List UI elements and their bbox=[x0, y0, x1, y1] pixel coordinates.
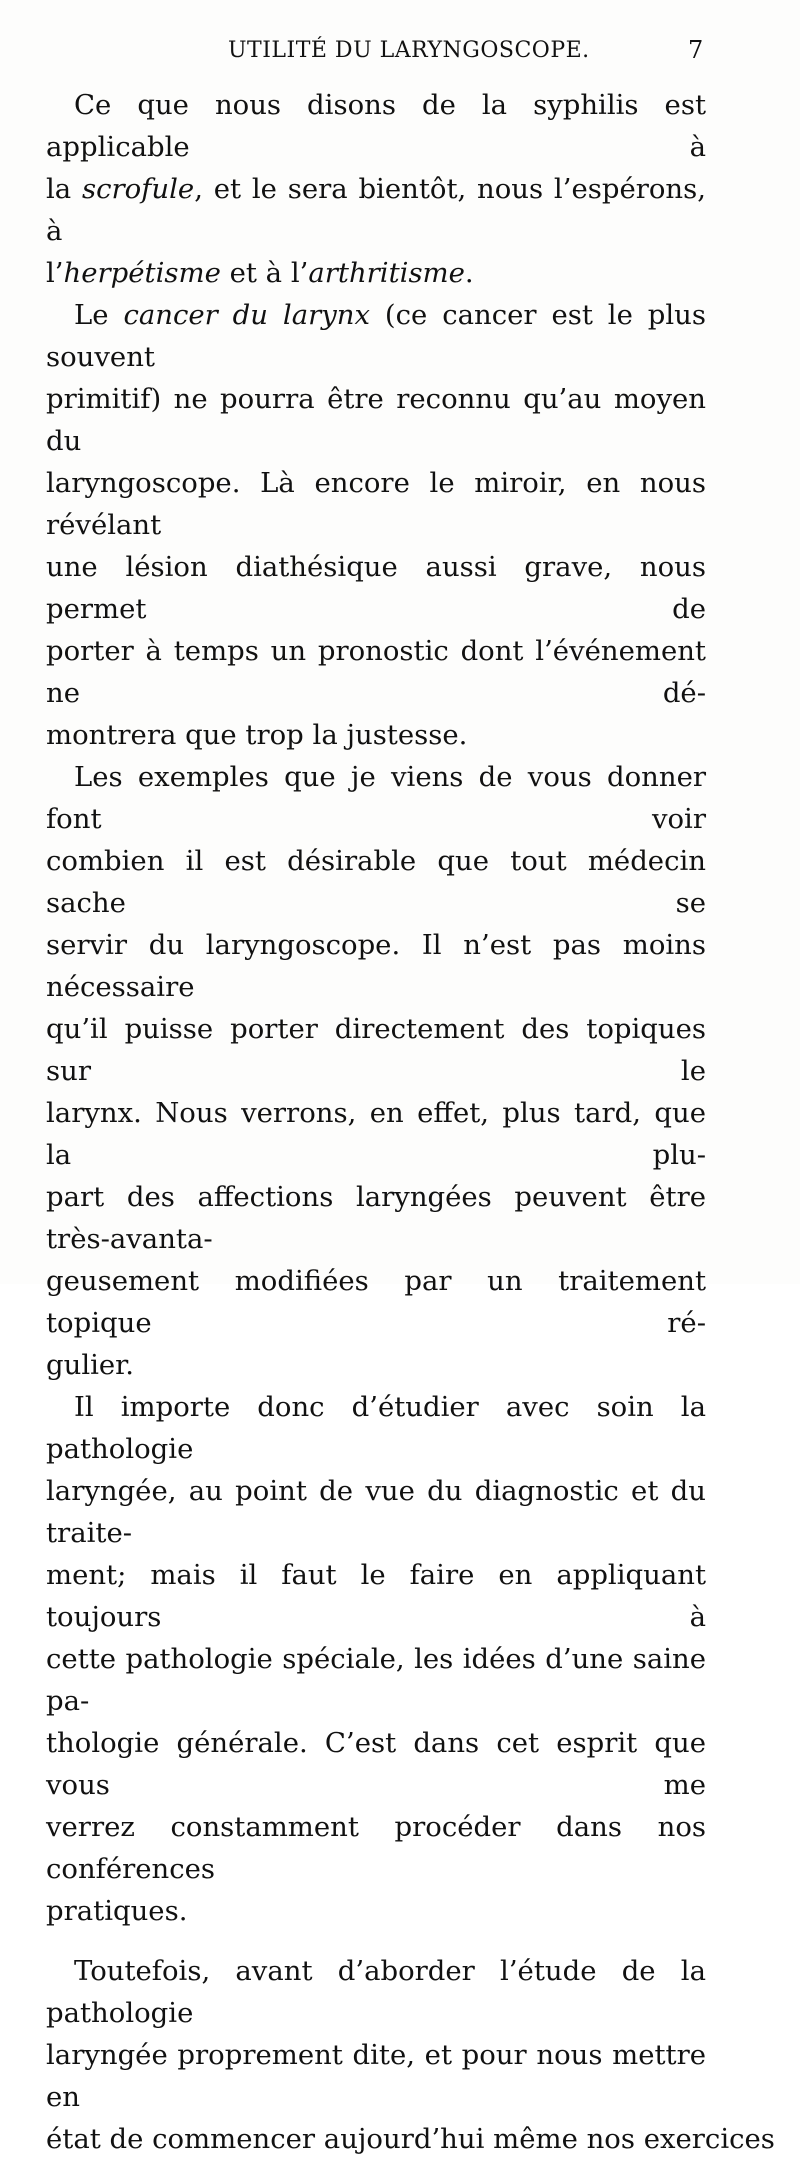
text-run: l’ bbox=[46, 257, 64, 289]
text-line bbox=[46, 1008, 706, 1092]
text-run: Toutefois, avant d’aborder l’étude de la pathologie bbox=[46, 1955, 706, 2029]
text-run: . bbox=[464, 257, 474, 289]
italic-term: herpétisme bbox=[63, 257, 221, 289]
text-run: Ce que nous disons de la syphilis est applicable à bbox=[46, 89, 706, 163]
text-run: montrera que trop la justesse. bbox=[46, 719, 468, 751]
text-line bbox=[46, 168, 706, 252]
text-run: gulier. bbox=[46, 1349, 135, 1381]
text-run: ment; mais il faut le faire en appliquant toujours à bbox=[46, 1559, 706, 1633]
text-line bbox=[46, 378, 706, 462]
text-run: Le bbox=[74, 299, 124, 331]
text-line bbox=[46, 1092, 706, 1176]
text-line bbox=[46, 2118, 775, 2160]
text-line bbox=[46, 1638, 706, 1722]
text-line bbox=[46, 2034, 706, 2118]
text-line bbox=[46, 294, 706, 378]
paragraph-1 bbox=[46, 84, 706, 294]
text-line bbox=[46, 1554, 706, 1638]
text-run: (ce cancer est le plus souvent bbox=[46, 299, 706, 373]
text-run: verrez constamment procéder dans nos conférences bbox=[46, 1811, 706, 1885]
text-run: part des affections laryngées peuvent être très-avanta- bbox=[46, 1181, 706, 1255]
running-head: UTILITÉ DU LARYNGOSCOPE. bbox=[228, 38, 590, 63]
text-run: larynx. Nous verrons, en effet, plus tard, que la plu- bbox=[46, 1097, 706, 1171]
paragraph-5 bbox=[46, 1950, 775, 2160]
text-line bbox=[46, 840, 706, 924]
text-line bbox=[46, 1260, 706, 1344]
text-line bbox=[46, 1176, 706, 1260]
text-run: cette pathologie spéciale, les idées d’une saine pa- bbox=[46, 1643, 706, 1717]
text-run: état de commencer aujourd’hui même nos exercices bbox=[46, 2123, 775, 2155]
page-header bbox=[0, 34, 800, 74]
body-text bbox=[46, 84, 775, 2160]
text-run: une lésion diathésique aussi grave, nous permet de bbox=[46, 551, 706, 625]
text-run: et à l’ bbox=[220, 257, 309, 289]
text-run: la bbox=[46, 173, 82, 205]
text-line bbox=[46, 1890, 706, 1932]
text-line bbox=[46, 924, 706, 1008]
text-line bbox=[46, 84, 706, 168]
text-run: geusement modifiées par un traitement topique ré- bbox=[46, 1265, 706, 1339]
text-run: , et le sera bientôt, nous l’espérons, à bbox=[46, 173, 706, 247]
italic-term: arthritisme bbox=[308, 257, 465, 289]
paragraph-3 bbox=[46, 756, 706, 1386]
text-run: laryngée proprement dite, et pour nous mettre en bbox=[46, 2039, 706, 2113]
text-run: pratiques. bbox=[46, 1895, 188, 1927]
text-line bbox=[46, 1722, 706, 1806]
text-run: thologie générale. C’est dans cet esprit que vous me bbox=[46, 1727, 706, 1801]
paragraph-2 bbox=[46, 294, 706, 756]
text-run: primitif) ne pourra être reconnu qu’au moyen du bbox=[46, 383, 706, 457]
text-line bbox=[46, 1950, 706, 2034]
text-run: servir du laryngoscope. Il n’est pas moins nécessaire bbox=[46, 929, 706, 1003]
paragraph-4 bbox=[46, 1386, 706, 1932]
text-run: combien il est désirable que tout médecin sache se bbox=[46, 845, 706, 919]
text-run: Les exemples que je viens de vous donner font voir bbox=[46, 761, 706, 835]
text-line bbox=[46, 1344, 706, 1386]
text-line bbox=[46, 462, 706, 546]
text-line bbox=[46, 1806, 706, 1890]
text-run: laryngée, au point de vue du diagnostic et du traite- bbox=[46, 1475, 706, 1549]
text-run: porter à temps un pronostic dont l’événement ne dé- bbox=[46, 635, 706, 709]
italic-term: scrofule bbox=[82, 173, 195, 205]
text-run: qu’il puisse porter directement des topiques sur le bbox=[46, 1013, 706, 1087]
text-line bbox=[46, 1470, 706, 1554]
text-line bbox=[46, 252, 706, 294]
text-line bbox=[46, 714, 706, 756]
page-number: 7 bbox=[688, 36, 704, 64]
italic-term: cancer du larynx bbox=[123, 299, 370, 331]
text-run: Il importe donc d’étudier avec soin la pathologie bbox=[46, 1391, 706, 1465]
text-line bbox=[46, 630, 706, 714]
text-line bbox=[46, 546, 706, 630]
text-line bbox=[46, 1386, 706, 1470]
text-run: laryngoscope. Là encore le miroir, en nous révélant bbox=[46, 467, 706, 541]
text-line bbox=[46, 756, 706, 840]
